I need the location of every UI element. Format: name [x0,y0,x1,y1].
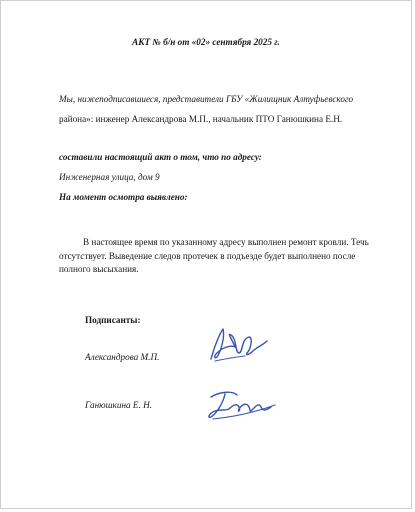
intro-line-1: Мы, нижеподписавшиеся, представители ГБУ «Жилищник Алтуфьевского [59,94,354,104]
signatory-name-2: Ганюшкина Е. Н. [85,400,153,410]
act-statement: составили настоящий акт о том, что по адресу: [59,152,262,162]
intro-line-2: района»: инженер Александрова М.П., начальник ПТО Ганюшкина Е.Н. [59,114,343,124]
address: Инженерная улица, дом 9 [59,172,160,182]
signatories-heading: Подписанты: [85,315,141,325]
signature-2-image [203,385,281,425]
inspection-heading: На момент осмотра выявлено: [59,192,188,202]
document-title: АКТ № б/н от «02» сентября 2025 г. [132,37,280,47]
findings-paragraph: В настоящее время по указанному адресу выполнен ремонт кровли. Течь отсутствует. Выведение следов протечек в подъезде будет выполнено после полного высыхания. [59,237,369,275]
signatory-name-1: Александрова М.П. [85,352,160,362]
signature-1-image [201,323,273,367]
